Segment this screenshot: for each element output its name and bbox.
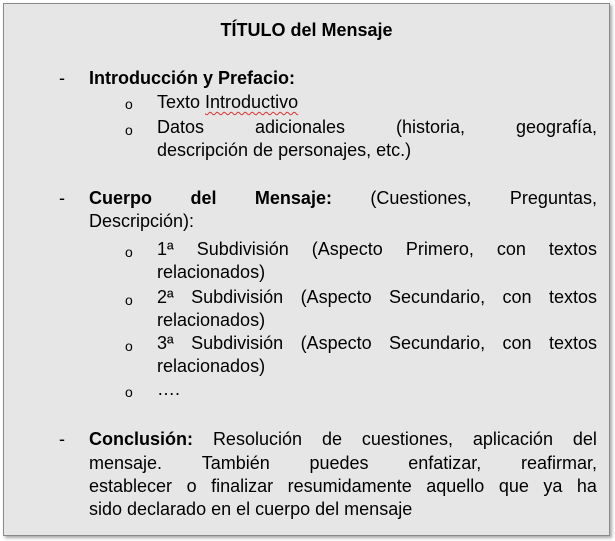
list-item-ellipsis: ….	[157, 379, 181, 399]
list-item-datos-adicionales: Datos adicionales (historia, geografía,	[157, 117, 597, 137]
conclusion-line-4: sido declarado en el cuerpo del mensaje	[89, 499, 413, 519]
section-heading-cuerpo: Cuerpo del Mensaje: (Cuestiones, Preguntas,	[89, 188, 597, 208]
bullet-dash: -	[59, 68, 65, 88]
document-title: TÍTULO del Mensaje	[220, 20, 393, 40]
spellcheck-underline: Introductivo	[205, 92, 299, 112]
list-item-subdivision-3: 3ª Subdivisión (Aspecto Secundario, con textos	[157, 333, 597, 353]
section-heading-intro: Introducción y Prefacio:	[89, 68, 296, 88]
list-item-subdivision-1: 1ª Subdivisión (Aspecto Primero, con textos	[157, 239, 597, 259]
list-item-continuation: descripción de personajes, etc.)	[157, 140, 412, 160]
bullet-circle: o	[125, 122, 133, 138]
list-item-continuation: relacionados)	[157, 310, 266, 330]
list-item-subdivision-2: 2ª Subdivisión (Aspecto Secundario, con textos	[157, 287, 597, 307]
bullet-circle: o	[125, 244, 133, 260]
conclusion-line-3: establecer o finalizar resumidamente aquello que ya ha	[89, 476, 597, 496]
bullet-dash: -	[59, 429, 65, 449]
section-heading-conclusion: Conclusión: Resolución de cuestiones, aplicación del	[89, 429, 597, 449]
list-item-continuation: relacionados)	[157, 356, 266, 376]
bullet-circle: o	[125, 338, 133, 354]
bullet-circle: o	[125, 96, 133, 112]
conclusion-line-2: mensaje. También puedes enfatizar, reafirmar,	[89, 453, 597, 473]
section-heading-continuation: Descripción):	[89, 211, 195, 231]
bullet-dash: -	[59, 188, 65, 208]
bullet-circle: o	[125, 384, 133, 400]
list-item-texto-introductivo: Texto Introductivo	[157, 92, 299, 112]
list-item-continuation: relacionados)	[157, 262, 266, 282]
document-box	[3, 3, 610, 536]
bullet-circle: o	[125, 292, 133, 308]
